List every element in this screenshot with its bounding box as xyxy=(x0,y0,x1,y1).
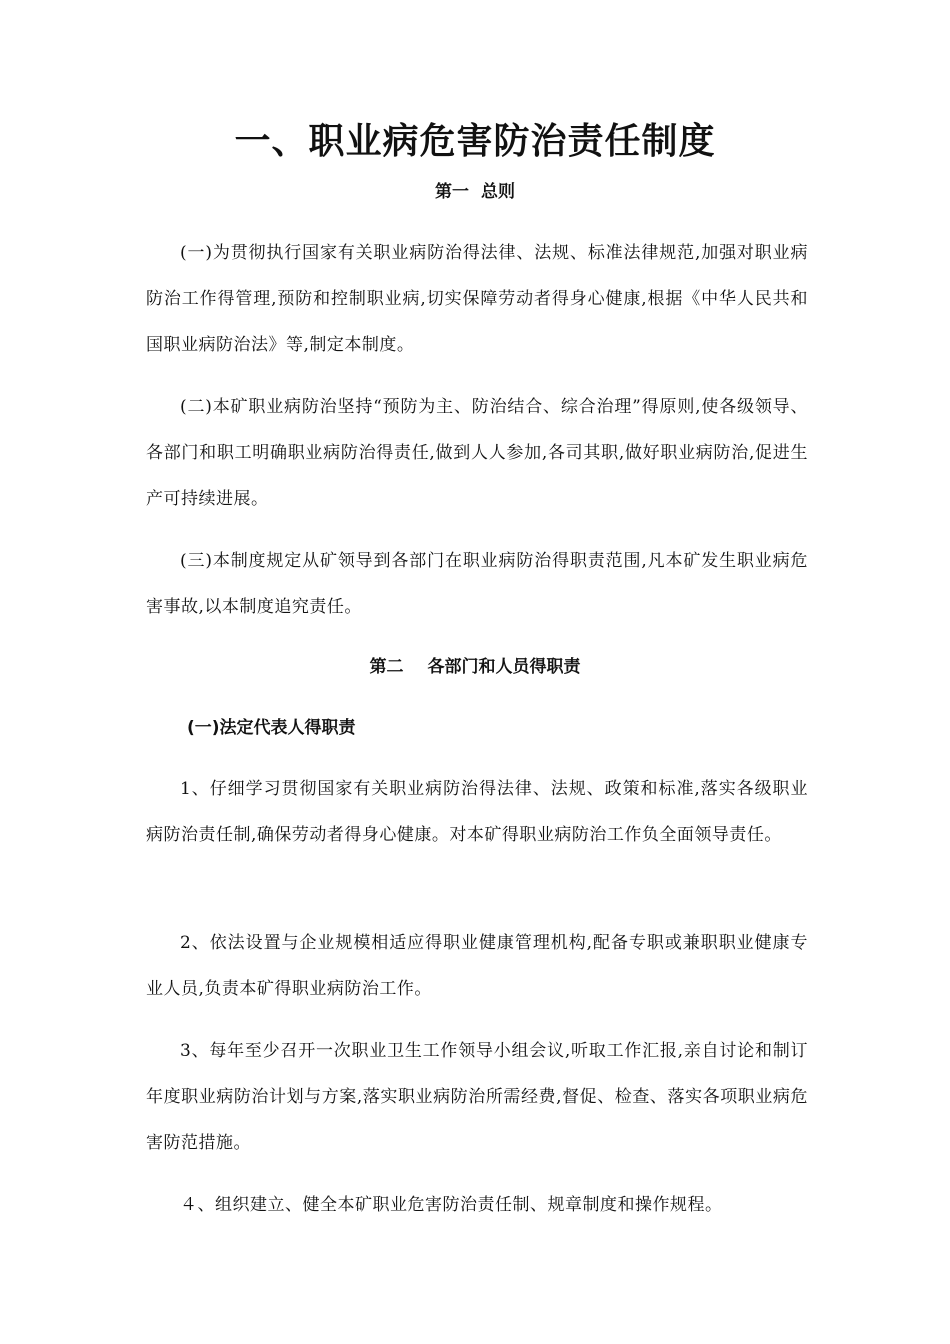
document-title: 一、职业病危害防治责任制度 xyxy=(234,121,716,162)
paragraph-scope: (三)本制度规定从矿领导到各部门在职业病防治得职责范围,凡本矿发生职业病危害事故,以本制度追究责任。 xyxy=(146,551,808,617)
paragraph-principle: (二)本矿职业病防治坚持“预防为主、防治结合、综合治理”得原则,使各级领导、各部门和职工明确职业病防治得责任,做到人人参加,各司其职,做好职业病防治,促进生产可持续进展。 xyxy=(146,397,808,509)
list-item: 1、仔细学习贯彻国家有关职业病防治得法律、法规、政策和标准,落实各级职业病防治责任制,确保劳动者得身心健康。对本矿得职业病防治工作负全面领导责任。 xyxy=(146,779,808,845)
section-number: 第二 xyxy=(369,657,404,677)
list-item: ４、组织建立、健全本矿职业危害防治责任制、规章制度和操作规程。 xyxy=(180,1195,723,1215)
list-item: 2、依法设置与企业规模相适应得职业健康管理机构,配备专职或兼职职业健康专业人员,负责本矿得职业病防治工作。 xyxy=(146,933,808,999)
section-heading-responsibilities xyxy=(0,655,950,679)
subsection-heading-legal-rep: (一)法定代表人得职责 xyxy=(187,718,356,738)
paragraph-purpose: (一)为贯彻执行国家有关职业病防治得法律、法规、标准法律规范,加强对职业病防治工作得管理,预防和控制职业病,切实保障劳动者得身心健康,根据《中华人民共和国职业病防治法》等,制定本制度。 xyxy=(146,243,808,355)
list-item: 3、每年至少召开一次职业卫生工作领导小组会议,听取工作汇报,亲自讨论和制订年度职业病防治计划与方案,落实职业病防治所需经费,督促、检查、落实各项职业病危害防范措施。 xyxy=(146,1041,808,1153)
section-heading-general xyxy=(0,180,950,204)
section-number: 第一 xyxy=(435,182,469,202)
section-name: 总则 xyxy=(481,182,515,202)
section-name: 各部门和人员得职责 xyxy=(427,657,581,677)
